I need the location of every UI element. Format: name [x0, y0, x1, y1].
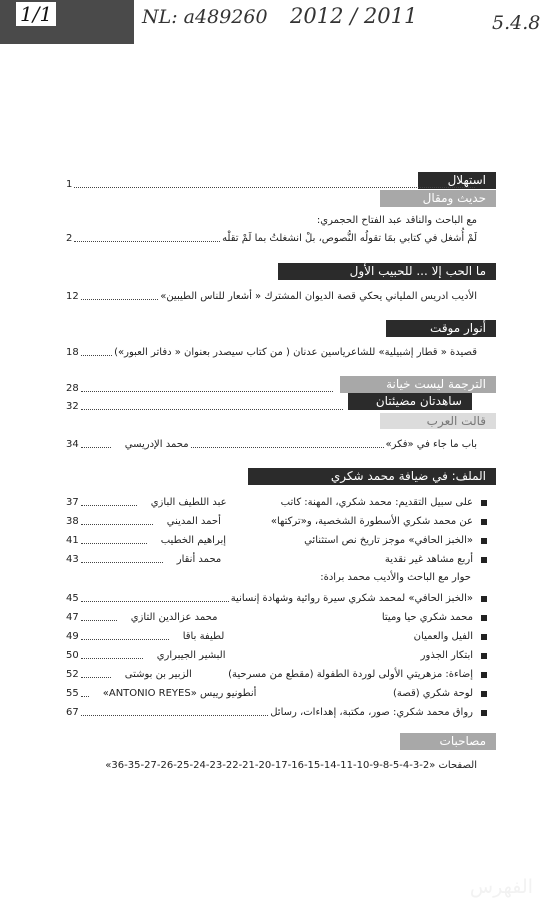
section-heading: استهلال	[418, 172, 496, 189]
toc-entry: محمد شكري حيا وميتا محمد عزالدين التازي 47	[66, 609, 487, 624]
toc-entry: 28	[66, 380, 335, 395]
toc-entry: على سبيل التقديم: محمد شكري، المهنة: كاتب عبد اللطيف البازي 37	[66, 494, 487, 509]
section-heading: أنوار موقت	[386, 320, 496, 337]
page-number: 1/1	[16, 2, 56, 26]
toc-entry: باب ما جاء في «فكر» محمد الإدريسي 34	[66, 439, 477, 450]
toc-entry: قصيدة « قطار إشبيلية» للشاعرياسين عدنان ( من كتاب سيصدر بعنوان « دفاتر العبور») 18	[66, 347, 477, 358]
toc-entry: «الخبز الحافي» موجز تاريخ نص استثنائي إبراهيم الخطيب 41	[66, 532, 487, 547]
section-heading: حديث ومقال	[380, 190, 496, 207]
toc-entry: 32	[66, 398, 345, 413]
section-heading: ما الحب إلا ... للحبيب الأول	[278, 263, 496, 280]
handwritten-date: 5.4.8	[492, 12, 541, 34]
toc-entry: لوحة شكري (قصة) أنطونيو رييس «ANTONIO REYES» 55	[66, 685, 487, 700]
toc-entry: عن محمد شكري الأسطورة الشخصية، و«تركتها» أحمد المديني 38	[66, 513, 487, 528]
toc-entry: أربع مشاهد غير نقدية محمد أنقار 43	[66, 551, 487, 566]
section-heading: الملف: في ضيافة محمد شكري	[248, 468, 496, 485]
toc-entry: لَمْ أُشغل في كتابي بمَا تقولُه النُّصوص، بلْ انشغلتُ بما لَمْ تقلْه 2	[66, 233, 477, 244]
toc-entry: الفيل والعميان لطيفة باقا 49	[66, 628, 487, 643]
pages-list: الصفحات «2-3-4-5-8-9-10-11-14-15-16-17-20-21-22-23-24-25-26-27-35-36»	[105, 760, 477, 771]
toc-entry: «الخبز الحافي» لمحمد شكري سيرة روائية وشهادة إنسانية 45	[66, 590, 487, 605]
section-heading: الترجمة ليست خيانة	[340, 376, 496, 393]
section-heading: قالت العرب	[380, 413, 496, 429]
toc-title: الفهرس	[469, 876, 533, 898]
toc-entry: إضاءة: مزهريتي الأولى لوردة الطفولة (مقطع من مسرحية) الزبير بن بوشتى 52	[66, 666, 487, 681]
handwritten-reference: NL: a489260	[142, 6, 268, 28]
handwritten-years: 2012 / 2011	[290, 4, 418, 28]
toc-entry: الأديب ادريس الملياني يحكي قصة الديوان المشترك « أشعار للناس الطيبين» 12	[66, 291, 477, 302]
interview-intro: مع الباحث والناقد عبد الفتاح الحجمري:	[316, 215, 477, 226]
toc-entry: رواق محمد شكري: صور، مكتبة، إهداءات، رسائل 67	[66, 704, 487, 719]
toc-entry: 1	[66, 176, 477, 191]
section-heading: مصاحبات	[400, 733, 496, 750]
toc-entry: ابتكار الجذور البشير الجيبراري 50	[66, 647, 487, 662]
interview-intro: حوار مع الباحث والأديب محمد برادة:	[320, 572, 471, 583]
section-heading: ساهدتان مضيئتان	[348, 393, 472, 410]
